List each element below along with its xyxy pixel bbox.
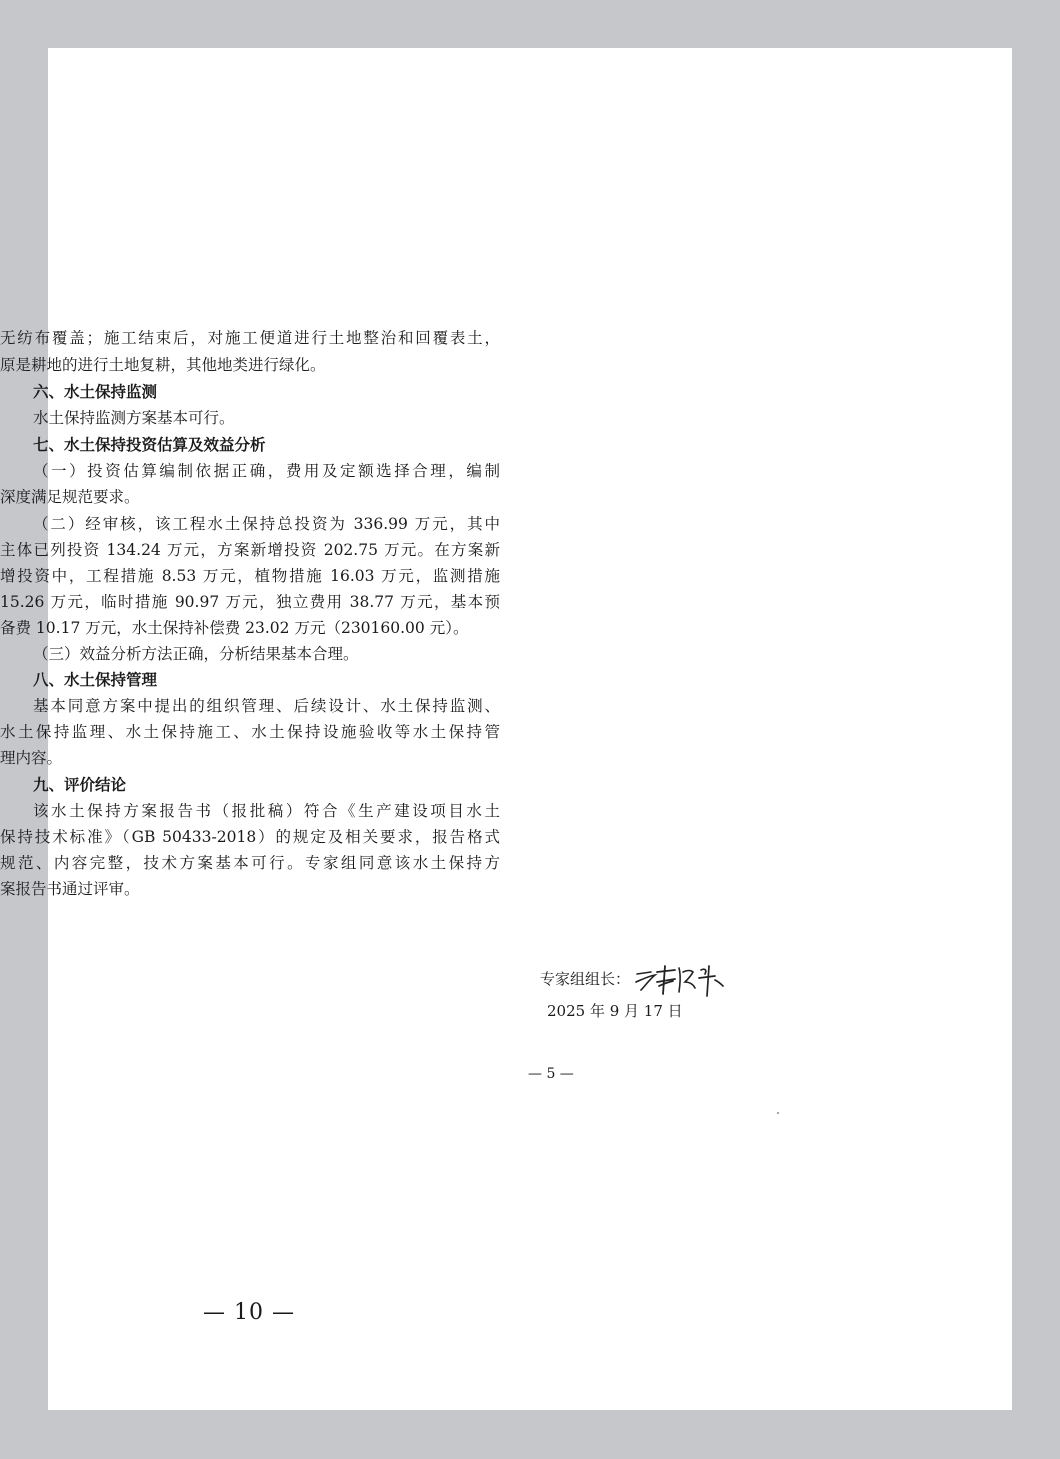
paragraph-line: 原是耕地的进行土地复耕，其他地类进行绿化。 (0, 356, 326, 374)
section-heading: 六、水土保持监测 (33, 383, 158, 401)
section-heading: 八、水土保持管理 (33, 671, 158, 689)
paragraph-line: 增投资中，工程措施 8.53 万元，植物措施 16.03 万元，监测措施 (0, 567, 500, 585)
paragraph-line: 水土保持监理、水土保持施工、水土保持设施验收等水土保持管 (0, 723, 500, 741)
paragraph-line: 备费 10.17 万元，水土保持补偿费 23.02 万元（230160.00 元）。 (0, 619, 469, 637)
paragraph-line: 理内容。 (0, 749, 63, 767)
paragraph-line: 基本同意方案中提出的组织管理、后续设计、水土保持监测、 (33, 697, 500, 715)
paragraph-line: 案报告书通过评审。 (0, 880, 140, 898)
scan-speck (777, 1112, 779, 1114)
section-heading: 七、水土保持投资估算及效益分析 (33, 436, 266, 454)
paragraph-line: 规范、内容完整，技术方案基本可行。专家组同意该水土保持方 (0, 854, 500, 872)
paragraph-line: 该水土保持方案报告书（报批稿）符合《生产建设项目水土 (33, 802, 500, 820)
paragraph-line: 保持技术标准》（GB 50433-2018）的规定及相关要求，报告格式 (0, 828, 500, 846)
paragraph-line: （三）效益分析方法正确，分析结果基本合理。 (33, 645, 359, 663)
handwritten-signature (635, 960, 727, 1000)
section-heading: 九、评价结论 (33, 776, 127, 794)
inner-page-number: — 5 — (528, 1066, 574, 1082)
outer-page-number: — 10 — (203, 1300, 295, 1325)
paragraph-line: 15.26 万元，临时措施 90.97 万元，独立费用 38.77 万元，基本预 (0, 593, 500, 611)
signer-label: 专家组组长： (540, 970, 631, 988)
paragraph-line: 无纺布覆盖；施工结束后，对施工便道进行土地整治和回覆表土， (0, 329, 500, 347)
paragraph-line: 水土保持监测方案基本可行。 (33, 409, 235, 427)
paragraph-line: （一）投资估算编制依据正确，费用及定额选择合理，编制 (33, 462, 500, 480)
paragraph-line: （二）经审核，该工程水土保持总投资为 336.99 万元，其中 (33, 515, 500, 533)
sign-date: 2025 年 9 月 17 日 (547, 1002, 683, 1020)
paragraph-line: 主体已列投资 134.24 万元，方案新增投资 202.75 万元。在方案新 (0, 541, 500, 559)
paragraph-line: 深度满足规范要求。 (0, 488, 140, 506)
